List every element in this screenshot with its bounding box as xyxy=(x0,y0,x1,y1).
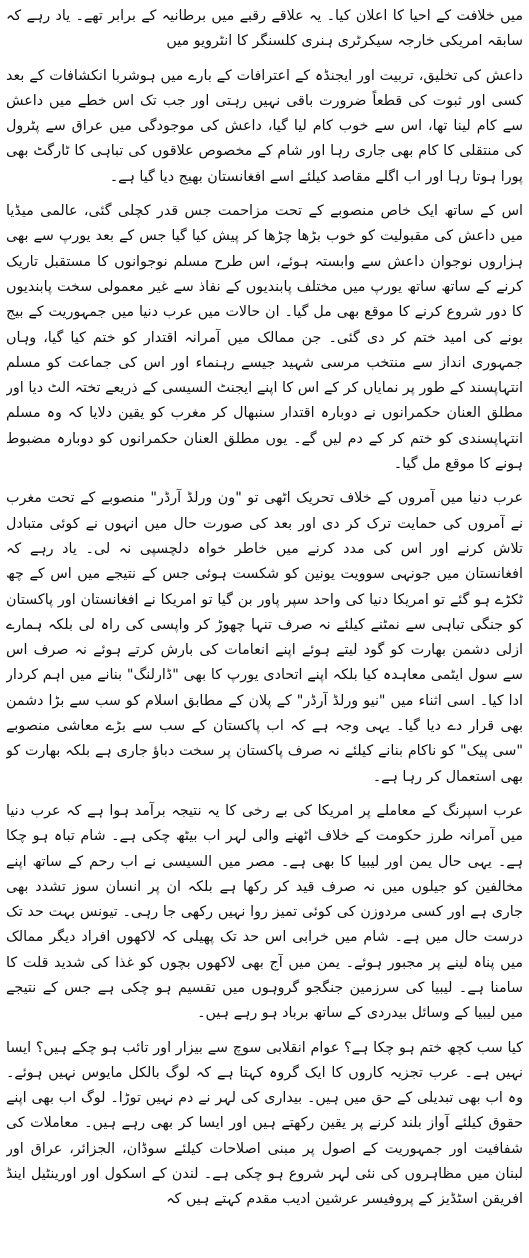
article-body xyxy=(6,4,523,1254)
article-paragraph: کیا سب کچھ ختم ہو چکا ہے؟ عوام انقلابی سوچ سے بیزار اور تائب ہو چکے ہیں؟ ایسا نہیں ہے۔ عرب تجزیہ کاروں کا ایک گروہ کہتا ہے کہ لوگ بالکل مایوس نہیں ہوئے۔ وہ اب بھی تبدیلی کے حق میں ہیں۔ بیداری کی لہر نے دم نہیں توڑا۔ لوگ اب بھی اپنے حقوق کیلئے آواز بلند کرنے پر یقین رکھتے ہیں اور ایسا کر بھی رہے ہیں۔ معاملات کی شفافیت اور جمہوریت کے اصول پر مبنی اصلاحات کیلئے سوڈان، الجزائر، عراق اور لبنان میں مظاہروں کی نئی لہر شروع ہو چکی ہے۔ لندن کے اسکول اور اورینٹیل اینڈ افریقن اسٹڈیز کے پروفیسر عرشین ادیب مقدم کہتے ہیں کہ xyxy=(6,1039,523,1208)
article-paragraph: داعش کی تخلیق، تربیت اور ایجنڈہ کے اعترافات کے بارے میں ہوشربا انکشافات کے بعد کسی اور ثبوت کی قطعاً ضرورت باقی نہیں رہتی اور جب تک اس خطے میں داعش سے کام لینا تھا، اس سے خوب کام لیا گیا، داعش کی موجودگی میں عراق سے پٹرول کی منتقلی کا کام بھی جاری رہا اور شام کے مخصوص علاقوں کی تباہی کا ٹارگٹ بھی پورا ہوتا رہا اور اب اگلے مقاصد کیلئے اسے افغانستان بھیج دیا گیا ہے۔ xyxy=(6,67,523,185)
article-paragraph: عرب اسپرنگ کے معاملے پر امریکا کی بے رخی کا یہ نتیجہ برآمد ہوا ہے کہ عرب دنیا میں آمرانہ طرز حکومت کے خلاف اٹھنے والی لہر اب بیٹھ چکی ہے۔ شام تباہ ہو چکا ہے۔ یہی حال یمن اور لیبیا کا بھی ہے۔ مصر میں السیسی نے اب رحم کے ساتھ اپنے مخالفین کو جیلوں میں نہ صرف قید کر رکھا ہے بلکہ ان پر انسان سوز تشدد بھی جاری ہے اور کسی مردوزن کی کوئی تمیز روا نہیں رکھی جا رہی۔ تیونس بہت حد تک درست حال میں ہے۔ شام میں خرابی اس حد تک پھیلی کہ لاکھوں افراد دیگر ممالک میں پناہ لینے پر مجبور ہوئے۔ یمن میں آج بھی لاکھوں بچوں کو غذا کی شدید قلت کا سامنا ہے۔ لیبیا کی سرزمین جنگجو گروہوں میں تقسیم ہو چکی ہے جس کے نتیجے میں لیبیا کے وسائل بیدردی کے ساتھ برباد ہو رہے ہیں۔ xyxy=(6,802,523,1022)
article-paragraph: عرب دنیا میں آمروں کے خلاف تحریک اٹھی تو "ون ورلڈ آرڈر" منصوبے کے تحت مغرب نے آمروں کی حمایت ترک کر دی اور بعد کی صورت حال میں انہوں نے کوئی متبادل تلاش کرنے اور اس کی مدد کرنے میں خاطر خواہ دلچسپی نہ لی۔ یاد رہے کہ افغانستان میں جونہی سوویت یونین کو شکست ہوئی جس کے نتیجے میں اس کے چھ ٹکڑے ہو گئے تو امریکا دنیا کی واحد سپر پاور بن گیا تو امریکا نے افغانستان اور پاکستان کو جنگی تباہی سے نمٹنے کیلئے نہ صرف تنہا چھوڑ کر واپسی کی راہ لی بلکہ ہمارے ازلی دشمن بھارت کو گود لیتے ہوئے اپنے انعامات کی بارش کرتے ہوئے نہ صرف اس سے سول ایٹمی معاہدہ کیا بلکہ اپنے اتحادی یورپ کا بھی "ڈارلنگ" بنانے میں اہم کردار ادا کیا۔ اسی اثناء میں "نیو ورلڈ آرڈر" کے پلان کے مطابق اسلام کو سب سے بڑا دشمن بھی قرار دے دیا گیا۔ یہی وجہ ہے کہ اب پاکستان کے سب سے بڑے معاشی منصوبے "سی پیک" کو ناکام بنانے کیلئے نہ صرف پاکستان پر سخت دباؤ جاری ہے بلکہ بھارت کو بھی استعمال کر رہا ہے۔ xyxy=(6,490,523,785)
article-paragraph: میں خلافت کے احیا کا اعلان کیا۔ یہ علاقے رقبے میں برطانیہ کے برابر تھے۔ یاد رہے کہ سابقہ امریکی خارجہ سیکرٹری ہنری کلسنگر کا انٹرویو میں xyxy=(6,8,523,50)
article-paragraph: اس کے ساتھ ایک خاص منصوبے کے تحت مزاحمت جس قدر کچلی گئی، عالمی میڈیا میں داعش کی مقبولیت کو خوب بڑھا چڑھا کر پیش کیا گیا جس کے بعد یورپ سے بھی ہزاروں نوجوان داعش سے وابستہ ہوئے، اس طرح مسلم نوجوانوں کا مستقبل تاریک کرنے کے ساتھ ساتھ یورپ میں مختلف پابندیوں کے نفاذ سے غیر معمولی سخت پابندیوں کا دور شروع کرنے کا موقع بھی مل گیا۔ ان حالات میں عرب دنیا میں جمہوریت کے بیج بونے کی امید ختم کر دی گئی۔ جن ممالک میں آمرانہ اقتدار کو ختم کیا گیا، وہاں جمہوری انداز سے منتخب مرسی شہید جیسے رہنماء اور اس کی جماعت کو مسلم انتہاپسند کے طور پر نمایاں کر کے اس کا اپنے ایجنٹ السیسی کے ذریعے تختہ الٹ دیا اور مطلق العنان حکمرانوں نے دوبارہ اقتدار سنبھال کر مغرب کو یقین دلایا کہ وہ مسلم انتہاپسندی کو ختم کر کے دم لیں گے۔ یوں مطلق العنان حکمرانوں کو دوبارہ مضبوط ہونے کا موقع مل گیا۔ xyxy=(6,203,523,473)
